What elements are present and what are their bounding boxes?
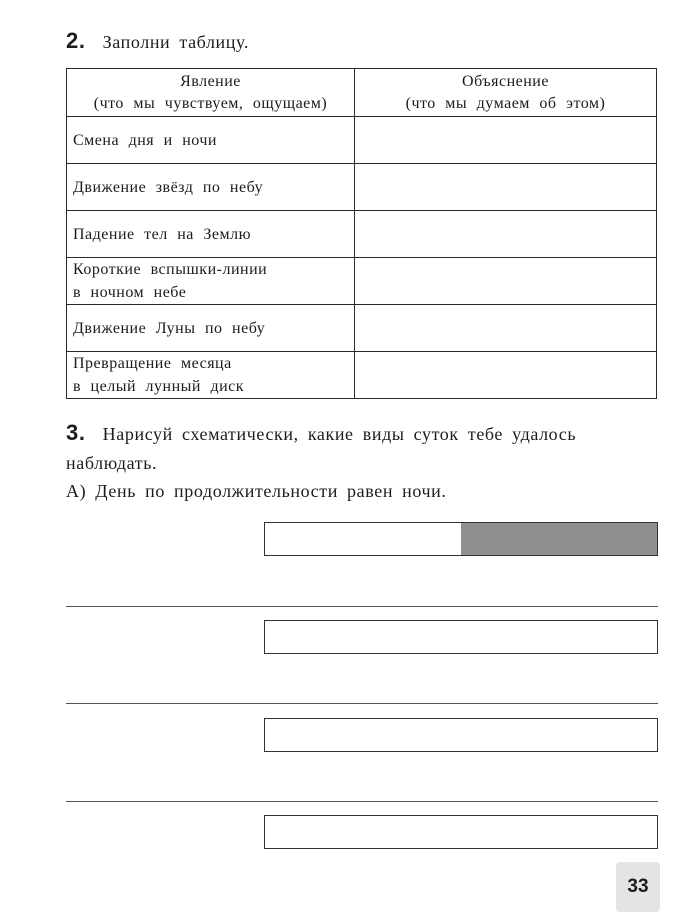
day-night-bar[interactable]: [264, 815, 658, 849]
phenomenon-text: Падение тел на Землю: [73, 225, 252, 243]
phenomenon-text: Движение Луны по небу: [73, 319, 266, 337]
task-3-number: 3.: [66, 420, 86, 445]
day-night-bar[interactable]: [264, 718, 658, 752]
explanation-answer-cell[interactable]: [355, 211, 657, 258]
table-row: [67, 211, 657, 258]
header-explanation-title: Объяснение: [462, 72, 549, 90]
day-night-bar[interactable]: [264, 522, 658, 556]
table-row: [67, 117, 657, 164]
explanation-answer-cell[interactable]: [355, 117, 657, 164]
night-fill: [461, 523, 657, 555]
table-row: [67, 305, 657, 352]
table-row: [67, 352, 657, 399]
phenomenon-cell: [67, 352, 355, 399]
table-header-row: [67, 69, 657, 117]
phenomenon-text: Смена дня и ночи: [73, 131, 217, 149]
explanation-answer-cell[interactable]: [355, 164, 657, 211]
table-row: [67, 258, 657, 305]
answer-line: [66, 606, 658, 607]
phenomenon-text: в ночном небе: [73, 284, 187, 301]
task-3-text: Нарисуй схематически, какие виды суток тебе удалось наблюдать.: [66, 424, 577, 473]
item-a-text: А) День по продолжительности равен ночи.: [66, 481, 447, 501]
fill-in-table: [66, 68, 657, 399]
phenomenon-cell: [67, 305, 355, 352]
task-2-text: Заполни таблицу.: [102, 32, 249, 52]
explanation-answer-cell[interactable]: [355, 258, 657, 305]
explanation-answer-cell[interactable]: [355, 352, 657, 399]
phenomenon-cell: [67, 164, 355, 211]
phenomenon-text: Короткие вспышки-линии: [73, 261, 268, 278]
header-phenomenon-title: Явление: [180, 72, 241, 90]
table-row: [67, 164, 657, 211]
header-phenomenon-subtitle: (что мы чувствуем, ощущаем): [93, 94, 328, 112]
explanation-answer-cell[interactable]: [355, 305, 657, 352]
phenomenon-cell: [67, 258, 355, 305]
phenomenon-text: Движение звёзд по небу: [73, 178, 264, 196]
day-night-bar[interactable]: [264, 620, 658, 654]
header-explanation-subtitle: (что мы думаем об этом): [405, 94, 606, 112]
header-explanation: [355, 69, 657, 117]
page-number: 33: [616, 862, 660, 912]
task-3-heading: [66, 418, 656, 478]
phenomenon-cell: [67, 211, 355, 258]
answer-line: [66, 801, 658, 802]
phenomenon-text: Превращение месяца: [73, 355, 232, 372]
header-phenomenon: [67, 69, 355, 117]
phenomenon-cell: [67, 117, 355, 164]
answer-line: [66, 703, 658, 704]
task-2-heading: [66, 28, 249, 54]
task-2-number: 2.: [66, 28, 86, 53]
phenomenon-text: в целый лунный диск: [73, 378, 245, 395]
